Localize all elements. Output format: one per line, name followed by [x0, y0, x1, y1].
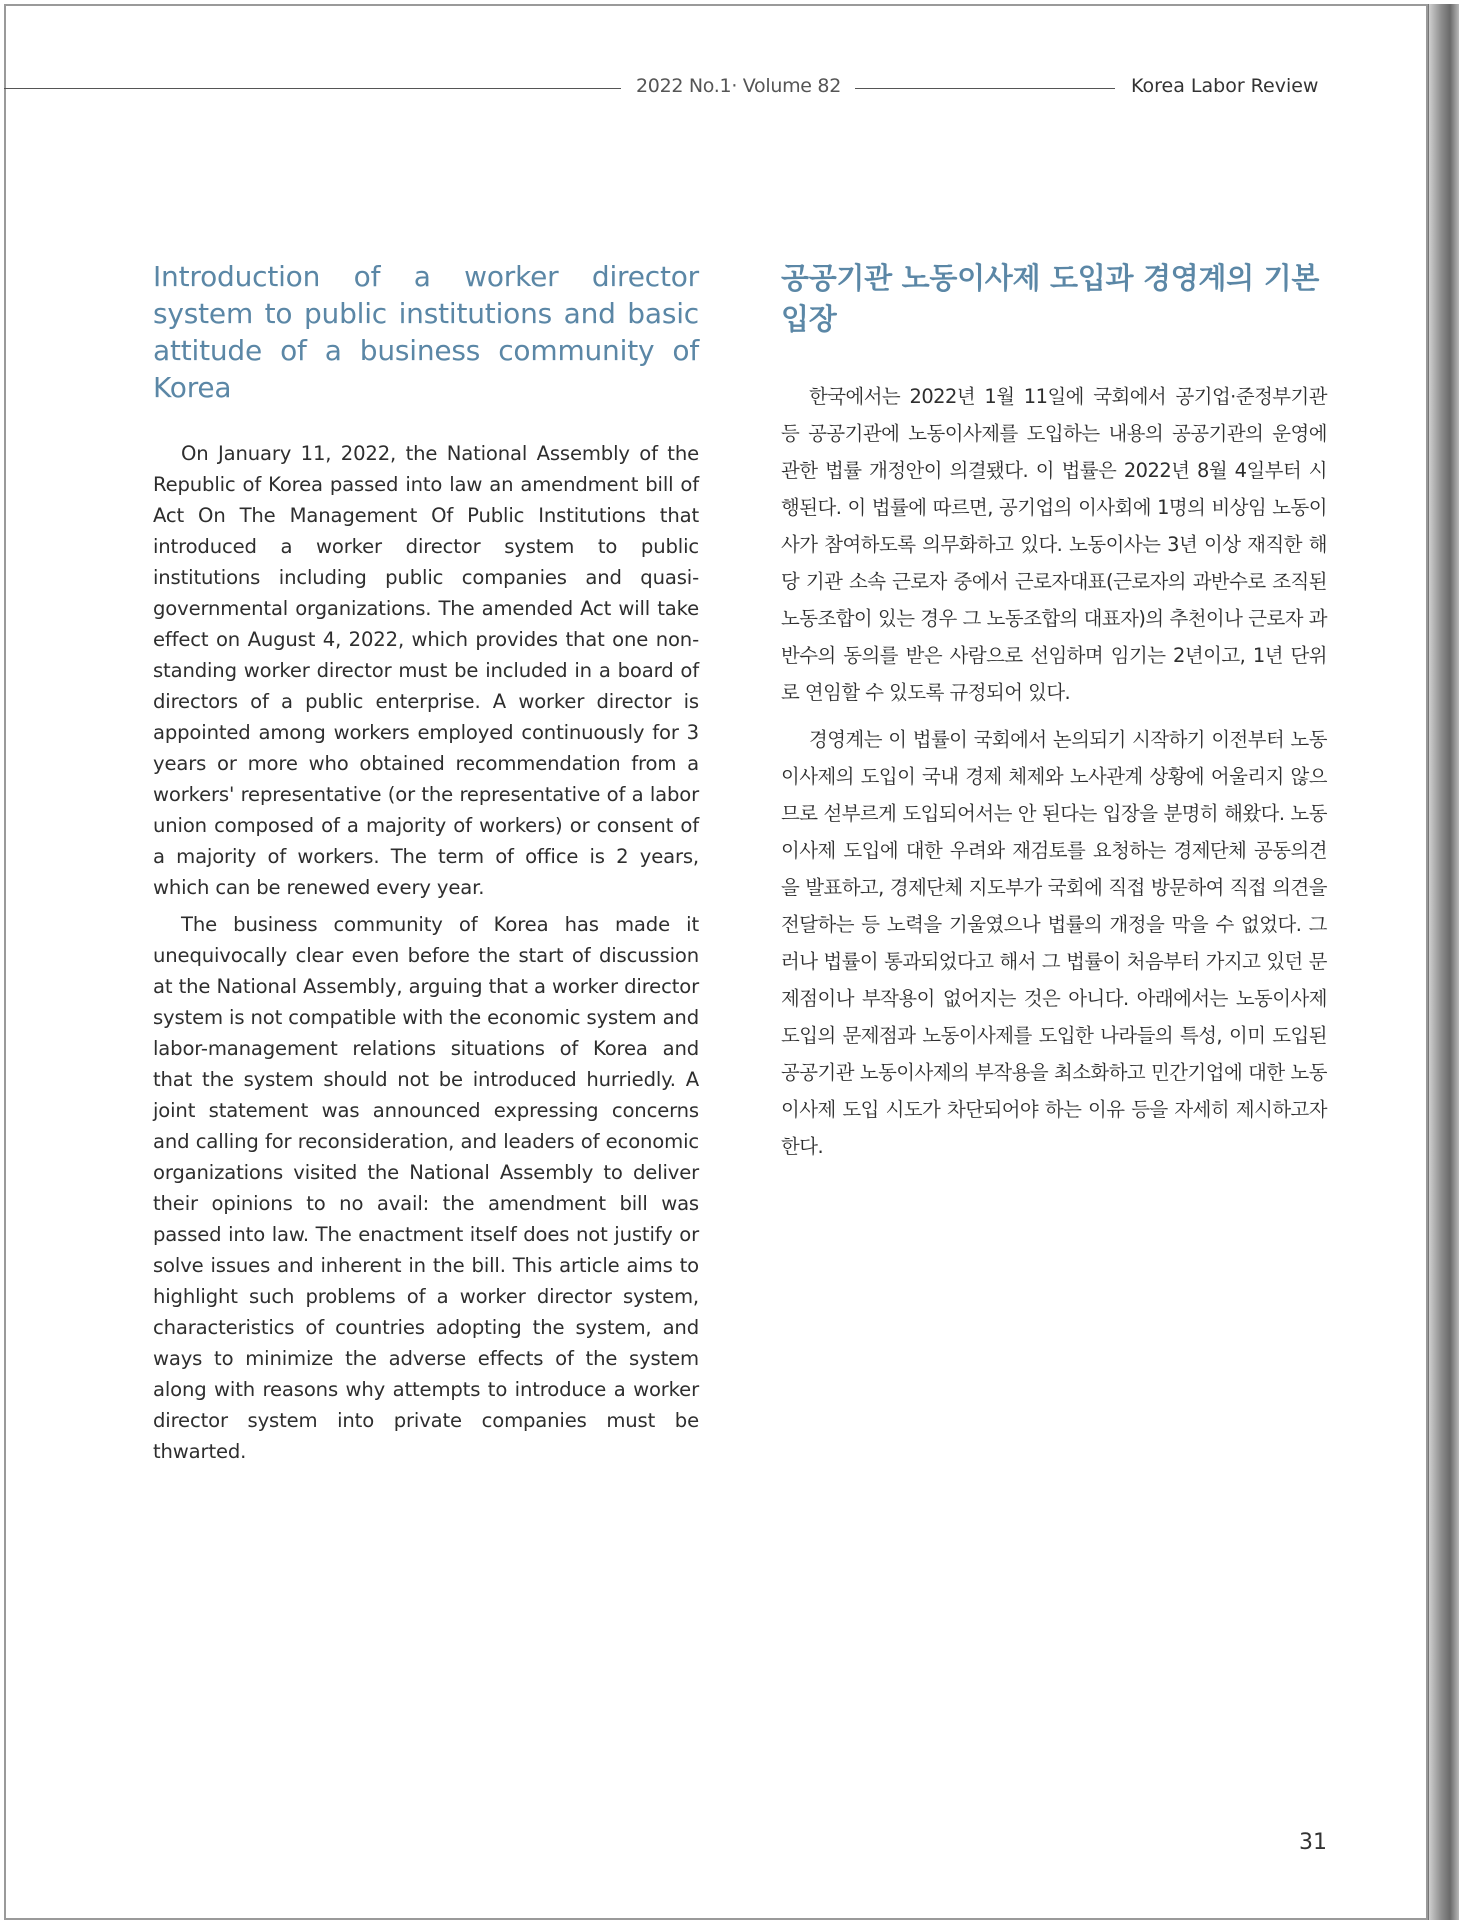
- english-column: [153, 258, 699, 1473]
- issue-label: 2022 No.1· Volume 82: [636, 75, 841, 97]
- korean-title: 공공기관 노동이사제 도입과 경영계의 기본 입장: [781, 261, 1320, 336]
- journal-name: Korea Labor Review: [1131, 75, 1319, 97]
- english-title: Introduction of a worker director system to public institutions and basic attitude of a business community of Korea: [153, 260, 699, 404]
- korean-paragraph-2: 경영계는 이 법률이 국회에서 논의되기 시작하기 이전부터 노동이사제의 도입이 국내 경제 체제와 노사관계 상황에 어울리지 않으므로 섣부르게 도입되어서는 안 된다는 입장을 분명히 해왔다. 노동이사제 도입에 대한 우려와 재검토를 요청하는 경제단체 공동의견을 발표하고, 경제단체 지도부가 국회에 직접 방문하여 직접 의견을 전달하는 등 노력을 기울였으나 법률의 개정을 막을 수 없었다. 그러나 법률이 통과되었다고 해서 그 법률이 처음부터 가지고 있던 문제점이나 부작용이 없어지는 것은 아니다. 아래에서는 노동이사제 도입의 문제점과 노동이사제를 도입한 나라들의 특성, 이미 도입된 공공기관 노동이사제의 부작용을 최소화하고 민간기업에 대한 노동이사제 도입 시도가 차단되어야 하는 이유 등을 자세히 제시하고자 한다.: [781, 728, 1327, 1158]
- page-edge-shadow: [1428, 4, 1459, 1920]
- running-header: [0, 0, 1459, 180]
- header-rule-left: [4, 88, 621, 89]
- english-paragraph-1: On January 11, 2022, the National Assembly of the Republic of Korea passed into law an amendment bill of Act On The Management Of Public Institutions that introduced a worker director system to public institutions including public companies and quasi-governmental organizations. The amended Act will take effect on August 4, 2022, which provides that one non-standing worker director must be included in a board of directors of a public enterprise. A worker director is appointed among workers employed continuously for 3 years or more who obtained recommendation from a workers' representative (or the representative of a labor union composed of a majority of workers) or consent of a majority of workers. The term of office is 2 years, which can be renewed every year.: [153, 442, 699, 899]
- korean-column: [781, 258, 1327, 1175]
- korean-paragraph-1: 한국에서는 2022년 1월 11일에 국회에서 공기업·준정부기관 등 공공기관에 노동이사제를 도입하는 내용의 공공기관의 운영에 관한 법률 개정안이 의결됐다. 이 법률은 2022년 8월 4일부터 시행된다. 이 법률에 따르면, 공기업의 이사회에 1명의 비상임 노동이사가 참여하도록 의무화하고 있다. 노동이사는 3년 이상 재직한 해당 기관 소속 근로자 중에서 근로자대표(근로자의 과반수로 조직된 노동조합이 있는 경우 그 노동조합의 대표자)의 추천이나 근로자 과반수의 동의를 받은 사람으로 선임하며 임기는 2년이고, 1년 단위로 연임할 수 있도록 규정되어 있다.: [781, 385, 1327, 704]
- english-body: [153, 438, 699, 1467]
- english-paragraph-2: The business community of Korea has made it unequivocally clear even before the start of discussion at the National Assembly, arguing that a worker director system is not compatible with the economic system and labor-management relations situations of Korea and that the system should not be introduced hurriedly. A joint statement was announced expressing concerns and calling for reconsideration, and leaders of economic organizations visited the National Assembly to deliver their opinions to no avail: the amendment bill was passed into law. The enactment itself does not justify or solve issues and inherent in the bill. This article aims to highlight such problems of a worker director system, characteristics of countries adopting the system, and ways to minimize the adverse effects of the system along with reasons why attempts to introduce a worker director system into private companies must be thwarted.: [153, 913, 699, 1463]
- page-number: 31: [1299, 1830, 1327, 1855]
- korean-body: [781, 378, 1327, 1165]
- header-rule-middle: [855, 88, 1115, 89]
